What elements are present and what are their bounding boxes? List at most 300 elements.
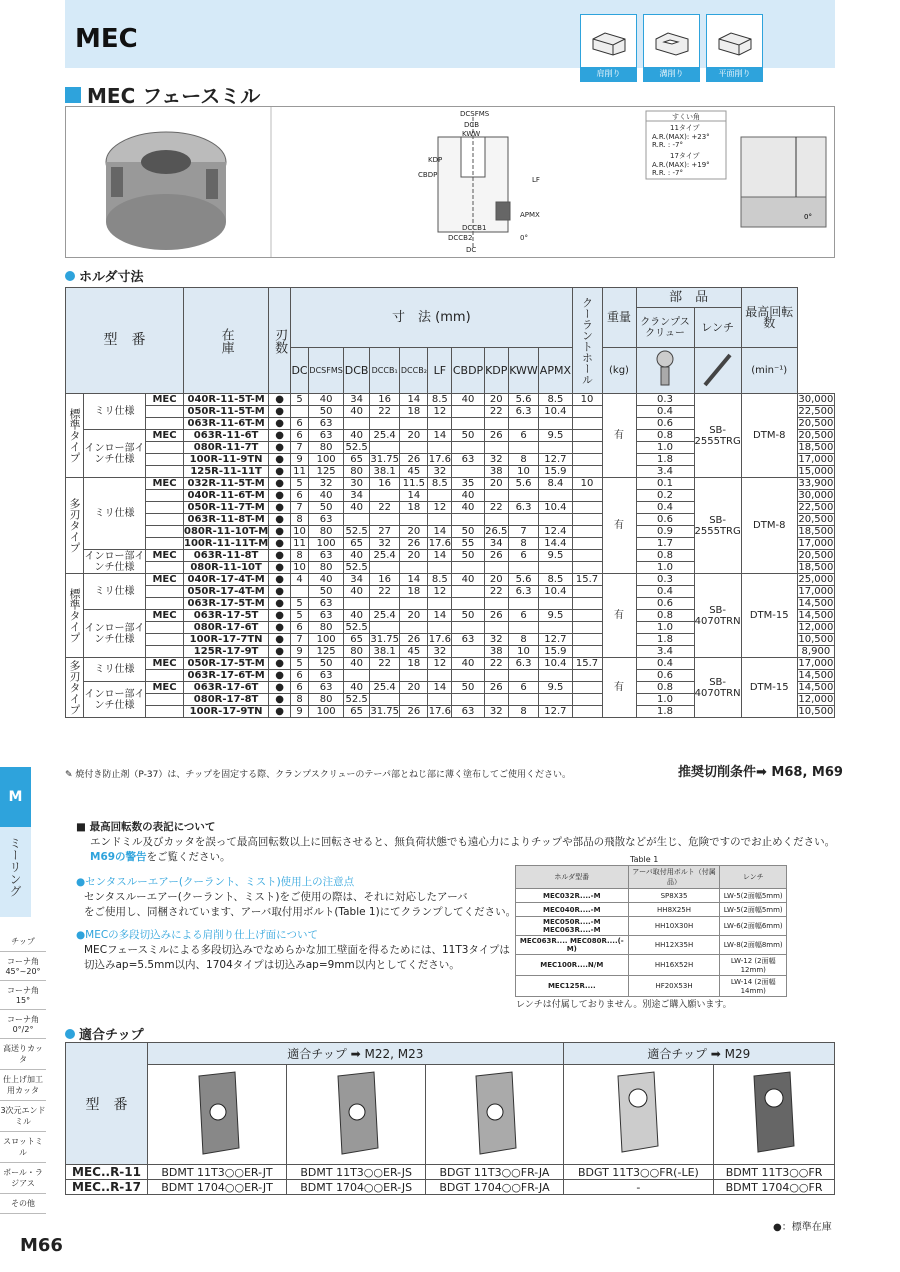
- stock-mark: ●: [269, 418, 291, 430]
- side-nav-item[interactable]: その他: [0, 1194, 46, 1214]
- clamp-screw-value: SB-4070TRN: [694, 658, 741, 718]
- h-col-9: APMX: [539, 348, 572, 394]
- max-rpm-value: 12,000: [798, 694, 834, 705]
- stock-mark: ●: [269, 478, 291, 490]
- dim-value: 80: [308, 622, 344, 634]
- apmx-value: [572, 670, 602, 682]
- h-wrench-icon: [694, 348, 741, 394]
- dim-value: 6.3: [508, 586, 539, 598]
- side-nav-item[interactable]: チップ: [0, 932, 46, 952]
- model-number: 050R-17-5T-M: [184, 658, 269, 670]
- dim-value: 8.5: [428, 574, 452, 586]
- dim-value: [369, 418, 400, 430]
- dim-value: [484, 562, 508, 574]
- note2-body1: センタスルーエアー(クーラント、ミスト)をご使用の際は、それに対応したアーバ: [84, 891, 468, 903]
- chip-code: BDMT 1704○○ER-JT: [148, 1180, 287, 1195]
- dim-value: [369, 622, 400, 634]
- stock-mark: ●: [269, 646, 291, 658]
- dim-value: 50: [308, 658, 344, 670]
- h-screw-icon: [636, 348, 694, 394]
- model-number: 063R-11-8T: [184, 550, 269, 562]
- teeth-count: 11: [291, 466, 309, 478]
- dim-value: 12.7: [539, 454, 572, 466]
- model-number: 063R-17-5T: [184, 610, 269, 622]
- model-number: 050R-11-7T-M: [184, 502, 269, 514]
- dim-value: 20: [400, 682, 428, 694]
- table-row: [66, 478, 835, 490]
- teeth-count: 11: [291, 538, 309, 550]
- cell: LW-14 (2面幅14mm): [720, 976, 787, 997]
- teeth-count: [291, 406, 309, 418]
- holder-heading: [65, 266, 143, 285]
- dim-value: 26: [400, 706, 428, 718]
- series-label: [146, 562, 184, 574]
- dim-value: 26: [484, 550, 508, 562]
- teeth-count: 5: [291, 658, 309, 670]
- chip-holder-model: MEC..R-17: [66, 1180, 148, 1195]
- dim-value: [369, 694, 400, 706]
- teeth-count: 10: [291, 526, 309, 538]
- apmx-value: 15.7: [572, 574, 602, 586]
- weight-value: 0.8: [636, 430, 694, 442]
- dim-value: 14: [400, 490, 428, 502]
- h-teeth: 刃数: [269, 288, 291, 394]
- max-rpm-value: 10,500: [798, 706, 834, 717]
- series-label: [146, 526, 184, 538]
- cutter-photo: [106, 132, 226, 250]
- weight-value: 0.6: [636, 598, 694, 610]
- apmx-value: [572, 598, 602, 610]
- dim-cbdp: CBDP: [418, 171, 438, 179]
- note3-body2: 切込みap=5.5mm以内、1704タイプは切込みap=9mm以内としてください。: [84, 959, 460, 971]
- dim-value: 10: [508, 466, 539, 478]
- dim-value: 22: [369, 502, 400, 514]
- dim-value: 52.5: [345, 622, 368, 633]
- wrench-value: DTM-8: [741, 394, 797, 478]
- dim-value: 34: [344, 574, 369, 586]
- teeth-count: 6: [291, 430, 309, 442]
- dim-value: 6: [508, 610, 539, 622]
- h-dims: 寸 法 (mm): [291, 288, 572, 348]
- stock-mark: ●: [269, 394, 291, 406]
- dim-value: [452, 562, 484, 574]
- dim-value: 40: [344, 586, 369, 598]
- dim-value: [452, 694, 484, 706]
- max-rpm-value: 17,000: [798, 658, 834, 669]
- coolant-value: 有: [602, 394, 636, 478]
- teeth-count: 7: [291, 634, 309, 646]
- weight-value: 0.2: [636, 490, 694, 502]
- dim-value: [369, 598, 400, 610]
- dim-value: [369, 670, 400, 682]
- apmx-value: [572, 502, 602, 514]
- dim-value: [344, 670, 369, 682]
- side-nav: [0, 932, 46, 1214]
- dim-value: 6: [508, 550, 539, 562]
- max-rpm-value: 10,500: [798, 634, 834, 645]
- series-label: [146, 646, 184, 658]
- dim-value: [539, 622, 572, 634]
- dim-value: [539, 670, 572, 682]
- dim-value: 63: [308, 430, 344, 442]
- weight-value: 1.8: [636, 634, 694, 646]
- dim-value: [452, 418, 484, 430]
- series-label: MEC: [146, 574, 184, 586]
- stock-mark: ●: [269, 550, 291, 562]
- teeth-count: 5: [291, 394, 309, 406]
- dim-value: 17.6: [428, 454, 451, 465]
- cat-label-slot: 溝削り: [644, 67, 699, 81]
- chip-h-group1[interactable]: 適合チップ ➡ M22, M23: [148, 1043, 564, 1065]
- dim-dcb: DCB: [464, 121, 480, 129]
- chip-code: BDMT 11T3○○ER-JT: [148, 1165, 287, 1180]
- series-label: [146, 418, 184, 430]
- teeth-count: 10: [291, 562, 309, 574]
- apmx-value: [572, 418, 602, 430]
- stock-mark: ●: [269, 430, 291, 442]
- max-rpm-value: 18,500: [798, 442, 834, 453]
- model-number: 100R-11-9TN: [184, 454, 269, 466]
- dim-kww: KWW: [462, 130, 481, 138]
- dim-value: 14: [400, 394, 428, 406]
- weight-value: 0.6: [636, 670, 694, 682]
- dim-value: [539, 490, 572, 502]
- dim-value: 18: [400, 586, 428, 598]
- dim-value: 6.3: [508, 406, 539, 418]
- coolant-value: 有: [602, 658, 636, 718]
- chip-code: BDGT 11T3○○FR(-LE): [563, 1165, 713, 1180]
- cell: HF20X53H: [628, 976, 720, 997]
- teeth-count: 6: [291, 490, 309, 502]
- dim-value: 40: [308, 394, 344, 406]
- teeth-count: 7: [291, 502, 309, 514]
- stock-mark: ●: [269, 634, 291, 646]
- dim-value: 52.5: [345, 526, 368, 537]
- dim-value: [428, 598, 452, 610]
- dim-value: 34: [344, 394, 369, 406]
- series-label: MEC: [146, 430, 184, 442]
- side-nav-item[interactable]: コーナ角45°~20°: [0, 952, 46, 981]
- dim-value: [539, 598, 572, 610]
- dim-value: 65: [344, 634, 369, 646]
- cell: MEC063R.... MEC080R....(-M): [516, 936, 629, 955]
- dim-value: 15.9: [539, 466, 572, 478]
- h-wrench: レンチ: [694, 308, 741, 348]
- dim-value: 32: [484, 706, 508, 718]
- dim-value: [508, 514, 539, 526]
- series-label: [146, 514, 184, 526]
- chip-code: -: [563, 1180, 713, 1195]
- dim-value: 50: [308, 502, 344, 514]
- dim-value: 9.5: [539, 550, 572, 562]
- series-label: [146, 622, 184, 634]
- cell: LW-5(2面幅5mm): [720, 903, 787, 917]
- dim-value: 45: [400, 646, 428, 658]
- dim-value: [508, 598, 539, 610]
- side-nav-item[interactable]: ボール・ラジアス: [0, 1163, 46, 1194]
- side-nav-item[interactable]: 3次元エンドミル: [0, 1101, 46, 1132]
- apmx-value: [572, 442, 602, 454]
- apmx-value: [572, 406, 602, 418]
- cell: SP8X35: [628, 889, 720, 903]
- model-number: 100R-17-9TN: [184, 706, 269, 718]
- stock-mark: ●: [269, 538, 291, 550]
- dim-value: 6.3: [508, 502, 539, 514]
- spec-label: ミリ仕様: [84, 658, 146, 682]
- dim-value: [508, 418, 539, 430]
- apmx-value: [572, 694, 602, 706]
- table-row: [516, 936, 787, 955]
- stock-legend: ●：標準在庫: [773, 1222, 832, 1233]
- teeth-count: 8: [291, 514, 309, 526]
- h-col-3: DCCB₁: [369, 348, 400, 394]
- model-number: 125R-17-9T: [184, 646, 269, 658]
- model-number: 040R-11-6T-M: [184, 490, 269, 502]
- dim-value: [508, 694, 539, 706]
- note3-body1: MECフェースミルによる多段切込みでなめらかな加工壁面を得るためには、11T3タイプは: [84, 944, 510, 956]
- side-nav-item[interactable]: スロットミル: [0, 1132, 46, 1163]
- chip-code: BDMT 1704○○FR: [714, 1180, 835, 1195]
- dim-value: [484, 442, 508, 454]
- chip-photo-1: [148, 1065, 287, 1165]
- dim-value: [400, 442, 428, 454]
- weight-value: 0.4: [636, 658, 694, 670]
- dim-value: 52.5: [345, 442, 368, 453]
- cat-label-face: 平面削り: [707, 67, 762, 81]
- dim-value: [428, 694, 452, 706]
- dim-value: [428, 442, 452, 454]
- dim-value: 8: [508, 634, 539, 646]
- dim-value: 63: [308, 550, 344, 562]
- rake-17-type: 17タイプ: [670, 152, 700, 160]
- dim-zero-angle: 0°: [520, 234, 528, 242]
- dim-value: 100: [308, 538, 344, 550]
- group-label: 標準タイプ: [66, 574, 84, 658]
- stock-mark: ●: [269, 562, 291, 574]
- side-nav-item[interactable]: 高送りカッタ: [0, 1039, 46, 1070]
- weight-value: 3.4: [636, 466, 694, 478]
- dim-value: 50: [452, 430, 484, 442]
- stock-mark: ●: [269, 490, 291, 502]
- chip-holder-model: MEC..R-11: [66, 1165, 148, 1180]
- weight-value: 0.3: [636, 394, 694, 406]
- dim-value: 17.6: [428, 706, 451, 717]
- model-number: 040R-11-5T-M: [184, 394, 269, 406]
- stock-mark: ●: [269, 706, 291, 718]
- apmx-value: [572, 622, 602, 634]
- dim-value: 22: [484, 502, 508, 514]
- dim-value: 22: [369, 406, 400, 418]
- dim-value: 20: [484, 478, 508, 490]
- dim-value: 52.5: [345, 694, 368, 705]
- dim-value: 80: [344, 646, 369, 658]
- h-stock: 在庫: [184, 288, 269, 394]
- side-nav-item[interactable]: コーナ角15°: [0, 981, 46, 1010]
- h-col-5: LF: [428, 348, 452, 394]
- t1-h-model: ホルダ型番: [516, 866, 629, 889]
- chips-heading: [65, 1024, 144, 1043]
- holder-table: [65, 287, 835, 718]
- spec-label: インロー部インチ仕様: [84, 610, 146, 658]
- max-rpm-value: 18,500: [798, 562, 834, 573]
- rake-title: すくい角: [672, 113, 700, 121]
- footnote-text: 焼付き防止剤（P-37）は、チップを固定する際、クランプスクリューのテーパ部とねじ部に薄く塗布してご使用ください。: [75, 770, 571, 780]
- dim-value: 16: [369, 574, 400, 586]
- dim-value: 32: [484, 634, 508, 646]
- cell: HH16X52H: [628, 955, 720, 976]
- dim-value: 34: [484, 538, 508, 550]
- chip-insert-icon: [608, 1068, 668, 1158]
- dim-value: 63: [308, 610, 344, 622]
- cell: LW-5(2面幅5mm): [720, 889, 787, 903]
- apmx-value: [572, 466, 602, 478]
- spec-label: インロー部インチ仕様: [84, 550, 145, 573]
- weight-value: 1.0: [636, 562, 694, 574]
- section-title-text: MEC フェースミル: [87, 84, 261, 108]
- chip-h-model: 型 番: [66, 1043, 148, 1165]
- dim-value: 32: [428, 646, 452, 658]
- max-rpm-value: 14,500: [798, 682, 834, 693]
- dim-value: 50: [452, 526, 484, 538]
- spec-label: ミリ仕様: [84, 574, 146, 610]
- dim-value: 8: [508, 454, 539, 466]
- max-rpm-value: 25,000: [798, 574, 834, 585]
- side-tab-m[interactable]: M: [0, 767, 31, 827]
- dim-value: 40: [452, 490, 484, 502]
- dim-value: 80: [308, 694, 344, 706]
- teeth-count: [291, 586, 309, 598]
- model-number: 080R-17-8T: [184, 694, 269, 706]
- dim-value: 38: [484, 466, 508, 478]
- dim-value: 63: [308, 514, 344, 526]
- dim-value: 14: [428, 430, 452, 442]
- stock-mark: ●: [269, 454, 291, 466]
- model-number: 080R-11-7T: [184, 442, 269, 454]
- weight-value: 3.4: [636, 646, 694, 658]
- stock-mark: ●: [269, 658, 291, 670]
- model-number: 100R-17-7TN: [184, 634, 269, 646]
- dim-value: 14: [428, 526, 452, 538]
- stock-mark: ●: [269, 502, 291, 514]
- h-col-0: DC: [291, 348, 309, 394]
- note1-title: ■ 最高回転数の表記について: [76, 821, 216, 833]
- dim-value: [428, 514, 452, 526]
- dim-value: 65: [344, 538, 369, 550]
- dim-value: 31.75: [370, 634, 399, 645]
- spec-label: ミリ仕様: [84, 478, 146, 550]
- teeth-count: 8: [291, 550, 309, 562]
- dim-value: 100: [308, 706, 344, 718]
- dim-value: 8: [508, 538, 539, 550]
- stock-mark: ●: [269, 610, 291, 622]
- dim-value: [484, 670, 508, 682]
- dim-value: 20: [484, 574, 508, 586]
- dim-value: 25.4: [369, 550, 400, 562]
- h-col-7: KDP: [484, 348, 508, 394]
- table-row: [516, 889, 787, 903]
- dim-value: 50: [308, 406, 344, 418]
- dim-value: 20: [400, 526, 428, 538]
- series-label: MEC: [146, 478, 184, 490]
- dim-value: 25.4: [369, 610, 400, 622]
- max-rpm-value: 15,000: [798, 466, 834, 477]
- model-number: 050R-11-5T-M: [184, 406, 269, 418]
- dim-value: [508, 562, 539, 574]
- dim-value: 9.5: [539, 682, 572, 694]
- series-label: [146, 670, 184, 682]
- series-label: [146, 598, 184, 610]
- dim-value: 125: [308, 646, 344, 658]
- recommend-link[interactable]: 推奨切削条件➡ M68, M69: [678, 765, 843, 780]
- side-category-text: ミーリング: [8, 837, 22, 897]
- dim-value: 8.4: [539, 478, 572, 490]
- h-col-4: DCCB₂: [400, 348, 428, 394]
- dim-value: 50: [452, 682, 484, 694]
- dim-value: 26.5: [485, 526, 508, 537]
- dim-value: 6: [508, 430, 539, 442]
- note2-title: ●センタスルーエアー(クーラント、ミスト)使用上の注意点: [76, 876, 355, 888]
- coolant-value: 有: [602, 574, 636, 658]
- rake-17-rr: R.R. : -7°: [652, 169, 683, 177]
- teeth-count: 5: [291, 478, 309, 490]
- teeth-count: 5: [291, 610, 309, 622]
- table-row: [516, 976, 787, 997]
- model-number: 050R-17-4T-M: [184, 586, 269, 598]
- cell: MEC100R....N/M: [516, 955, 629, 976]
- dim-kdp: KDP: [428, 156, 443, 164]
- side-nav-item[interactable]: 仕上げ加工用カッタ: [0, 1070, 46, 1101]
- dim-value: 12: [428, 406, 452, 418]
- dim-value: [428, 418, 452, 430]
- chip-code: BDMT 11T3○○FR: [714, 1165, 835, 1180]
- dim-value: 40: [344, 550, 369, 562]
- chip-h-group2[interactable]: 適合チップ ➡ M29: [563, 1043, 834, 1065]
- dim-value: 17.6: [428, 634, 451, 645]
- dim-value: 40: [344, 406, 369, 418]
- chip-photo-3: [426, 1065, 563, 1165]
- dim-value: 8.5: [428, 478, 452, 490]
- shoulder-cut-icon: [589, 27, 629, 57]
- dim-value: 63: [308, 670, 344, 682]
- clamp-screw-value: SB-2555TRG: [694, 394, 741, 478]
- side-nav-item[interactable]: コーナ角0°/2°: [0, 1010, 46, 1039]
- face-cut-icon: [715, 27, 755, 57]
- dim-value: 55: [452, 538, 484, 550]
- stock-mark: ●: [269, 670, 291, 682]
- max-rpm-value: 12,000: [798, 622, 834, 633]
- apmx-value: [572, 430, 602, 442]
- dim-value: [539, 514, 572, 526]
- dim-value: 25.4: [369, 682, 400, 694]
- slot-cut-category: [643, 14, 700, 82]
- dim-value: 8.5: [539, 574, 572, 586]
- max-rpm-value: 22,500: [798, 406, 834, 417]
- note1-link[interactable]: M69の警告: [90, 851, 147, 863]
- note1-body: エンドミル及びカッタを誤って最高回転数以上に回転させると、無負荷状態でも遠心力によりチップや部品の飛散などが生じ、危険ですのでお止めください。: [90, 836, 836, 848]
- oil-can-icon: ✎: [65, 770, 76, 780]
- dim-value: [539, 694, 572, 706]
- table-row: [66, 574, 835, 586]
- dim-value: 20: [484, 394, 508, 406]
- max-rpm-value: 18,500: [798, 526, 834, 537]
- dim-value: 32: [484, 454, 508, 466]
- dim-value: 15.9: [539, 646, 572, 658]
- apmx-value: [572, 562, 602, 574]
- table-row: [516, 903, 787, 917]
- teeth-count: 9: [291, 646, 309, 658]
- apmx-value: [572, 586, 602, 598]
- max-rpm-value: 20,500: [798, 514, 834, 525]
